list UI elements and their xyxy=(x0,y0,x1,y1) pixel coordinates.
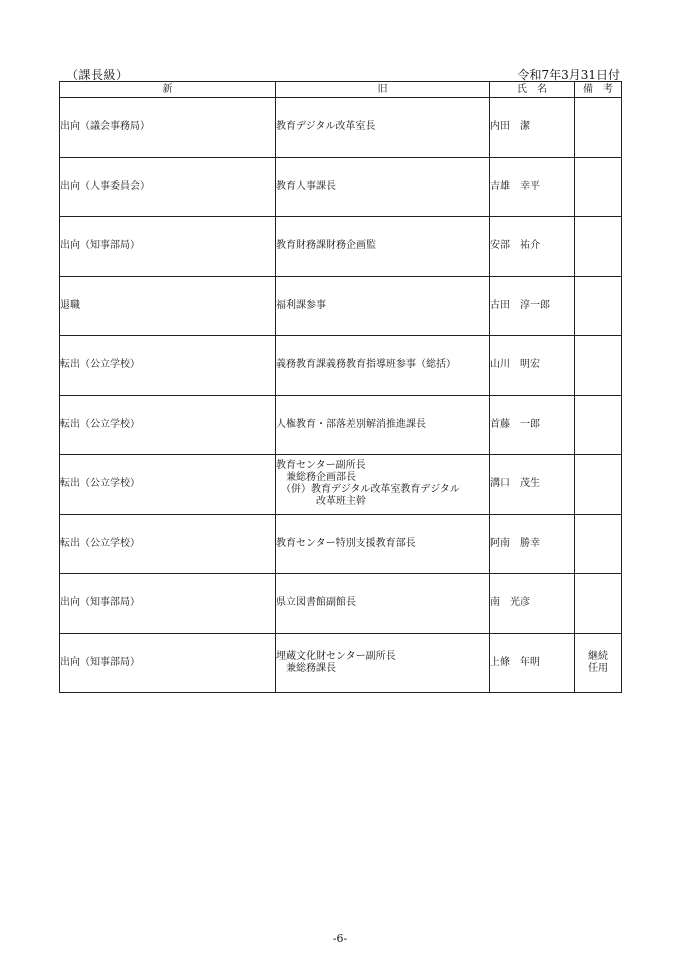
old-position-line: 埋蔵文化財センター副所長 xyxy=(276,650,396,662)
cell-remarks xyxy=(575,98,622,158)
cell-old-position xyxy=(276,217,490,277)
table-header-row xyxy=(60,82,622,98)
table-row xyxy=(60,514,622,574)
cell-old-position xyxy=(276,574,490,634)
old-position-line: 教育人事課長 xyxy=(276,180,336,192)
table-body xyxy=(60,98,622,693)
column-header-name: 氏 名 xyxy=(490,82,575,98)
cell-remarks xyxy=(575,157,622,217)
table-row xyxy=(60,336,622,396)
personnel-table xyxy=(59,81,622,693)
table-row xyxy=(60,157,622,217)
cell-person-name: 上條 年明 xyxy=(490,633,575,693)
cell-old-position xyxy=(276,157,490,217)
cell-remarks xyxy=(575,395,622,455)
cell-remarks xyxy=(575,514,622,574)
category-label: （課長級） xyxy=(66,68,129,82)
cell-person-name: 内田 潔 xyxy=(490,98,575,158)
column-header-new: 新 xyxy=(60,82,276,98)
cell-new-position: 転出（公立学校） xyxy=(60,395,276,455)
cell-new-position: 出向（知事部局） xyxy=(60,633,276,693)
table-row xyxy=(60,217,622,277)
cell-person-name: 首藤 一郎 xyxy=(490,395,575,455)
cell-new-position: 転出（公立学校） xyxy=(60,455,276,515)
cell-old-position xyxy=(276,276,490,336)
old-position-line: 義務教育課義務教育指導班参事（総括） xyxy=(276,359,456,371)
cell-person-name: 阿南 勝幸 xyxy=(490,514,575,574)
cell-new-position: 出向（人事委員会） xyxy=(60,157,276,217)
old-position-line: 教育センター副所長 xyxy=(276,460,366,472)
cell-new-position: 出向（議会事務局） xyxy=(60,98,276,158)
old-position-line: 福利課参事 xyxy=(276,299,326,311)
cell-remarks xyxy=(575,276,622,336)
table-row xyxy=(60,395,622,455)
table-row xyxy=(60,574,622,634)
old-position-line: 人権教育・部落差別解消推進課長 xyxy=(276,418,426,430)
cell-new-position: 退職 xyxy=(60,276,276,336)
remarks-line: 継続 xyxy=(588,650,608,662)
table-row xyxy=(60,455,622,515)
cell-person-name: 山川 明宏 xyxy=(490,336,575,396)
cell-remarks xyxy=(575,633,622,693)
old-position-line: 兼総務企画部長 xyxy=(276,472,356,484)
old-position-line: 教育センター特別支援教育部長 xyxy=(276,537,416,549)
column-header-note: 備 考 xyxy=(575,82,622,98)
column-header-old: 旧 xyxy=(276,82,490,98)
cell-person-name: 安部 祐介 xyxy=(490,217,575,277)
cell-old-position xyxy=(276,98,490,158)
cell-remarks xyxy=(575,455,622,515)
cell-new-position: 転出（公立学校） xyxy=(60,336,276,396)
cell-old-position xyxy=(276,633,490,693)
cell-person-name: 吉雄 幸平 xyxy=(490,157,575,217)
cell-person-name: 南 光彦 xyxy=(490,574,575,634)
cell-old-position xyxy=(276,336,490,396)
old-position-line: 教育財務課財務企画監 xyxy=(276,240,376,252)
cell-person-name: 古田 淳一郎 xyxy=(490,276,575,336)
cell-old-position xyxy=(276,395,490,455)
effective-date: 令和7年3月31日付 xyxy=(517,68,620,82)
table-row xyxy=(60,276,622,336)
cell-old-position xyxy=(276,455,490,515)
cell-new-position: 転出（公立学校） xyxy=(60,514,276,574)
old-position-line: 兼総務課長 xyxy=(276,662,336,674)
cell-remarks xyxy=(575,217,622,277)
remarks-line: 任用 xyxy=(588,662,608,674)
cell-old-position xyxy=(276,514,490,574)
cell-remarks xyxy=(575,336,622,396)
cell-new-position: 出向（知事部局） xyxy=(60,217,276,277)
cell-new-position: 出向（知事部局） xyxy=(60,574,276,634)
cell-remarks xyxy=(575,574,622,634)
table-row xyxy=(60,633,622,693)
old-position-line: 県立図書館副館長 xyxy=(276,597,356,609)
page-number: -6- xyxy=(332,932,348,945)
table-row xyxy=(60,98,622,158)
old-position-line: （併）教育デジタル改革室教育デジタル xyxy=(276,484,460,496)
old-position-line: 改革班主幹 xyxy=(276,496,366,508)
old-position-line: 教育デジタル改革室長 xyxy=(276,121,376,133)
cell-person-name: 溝口 茂生 xyxy=(490,455,575,515)
